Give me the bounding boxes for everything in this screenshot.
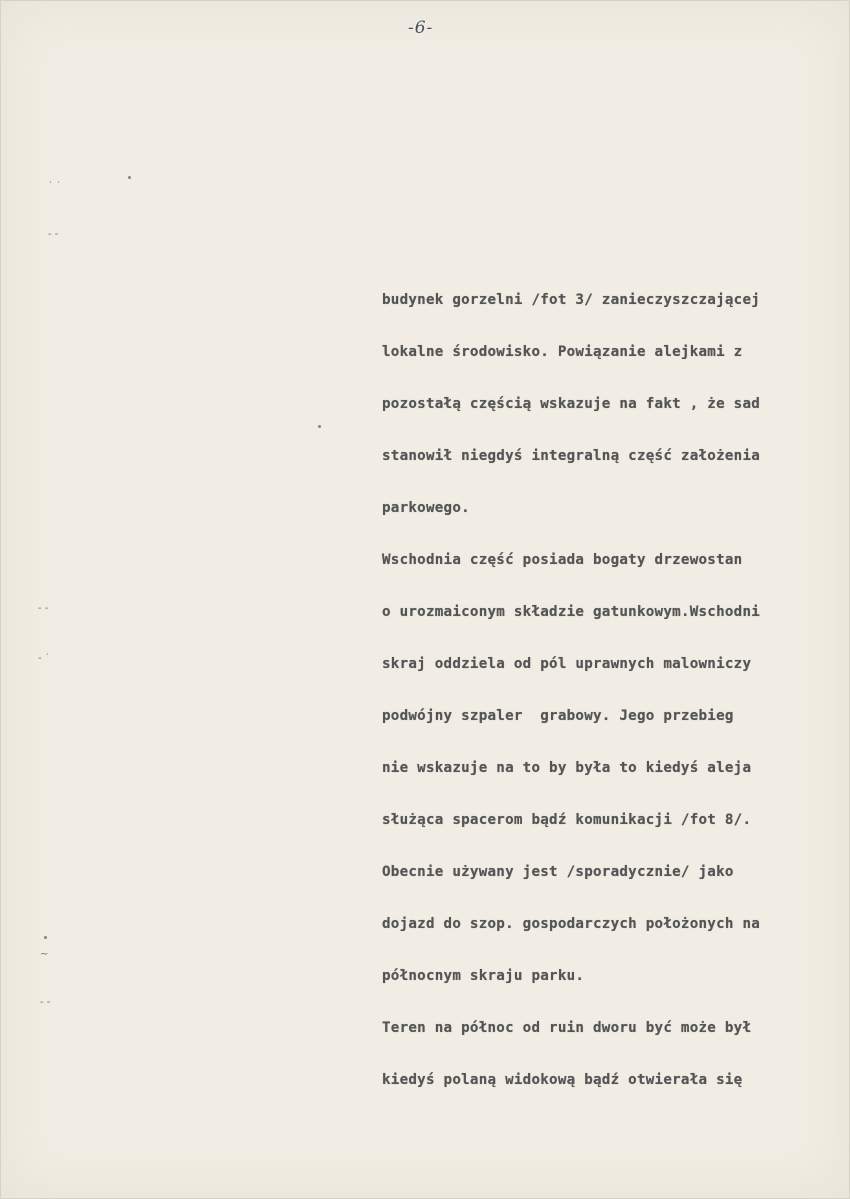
text-line: Wschodnia część posiada bogaty drzewostan bbox=[382, 552, 743, 568]
page-number: -6- bbox=[408, 18, 434, 38]
text-line: lokalne środowisko. Powiązanie alejkami z bbox=[382, 344, 743, 360]
margin-mark: - - bbox=[40, 997, 51, 1008]
text-line: skraj oddziela od pól uprawnych malowniczy bbox=[382, 656, 752, 672]
speck bbox=[44, 936, 47, 939]
text-line: parkowego. bbox=[382, 500, 470, 516]
text-line: nie wskazuje na to by była to kiedyś aleja bbox=[382, 760, 752, 776]
speck bbox=[128, 176, 131, 179]
text-line: służąca spacerom bądź komunikacji /fot 8/. bbox=[382, 812, 752, 828]
speck bbox=[318, 425, 321, 428]
text-line: Teren na północ od ruin dworu być może był bbox=[382, 1020, 752, 1036]
margin-mark: - - bbox=[38, 603, 49, 614]
margin-mark: ˙ ˙ bbox=[48, 181, 62, 192]
text-line: północnym skraju parku. bbox=[382, 968, 585, 984]
text-line: kiedyś polaną widokową bądź otwierała się bbox=[382, 1072, 743, 1088]
text-line: podwójny szpaler grabowy. Jego przebieg bbox=[382, 708, 734, 724]
margin-mark: - ˙ bbox=[38, 653, 50, 664]
margin-mark: ~ bbox=[40, 949, 49, 960]
text-line: budynek gorzelni /fot 3/ zanieczyszczającej bbox=[382, 292, 761, 308]
text-line: Obecnie używany jest /sporadycznie/ jako bbox=[382, 864, 734, 880]
text-line: dojazd do szop. gospodarczych położonych na bbox=[382, 916, 761, 932]
typed-text-body bbox=[382, 290, 832, 1122]
text-line: o urozmaiconym składzie gatunkowym.Wschodni bbox=[382, 604, 761, 620]
margin-mark: - - bbox=[48, 229, 59, 240]
text-line: stanowił niegdyś integralną część założenia bbox=[382, 448, 761, 464]
text-line: pozostałą częścią wskazuje na fakt , że sad bbox=[382, 396, 761, 412]
